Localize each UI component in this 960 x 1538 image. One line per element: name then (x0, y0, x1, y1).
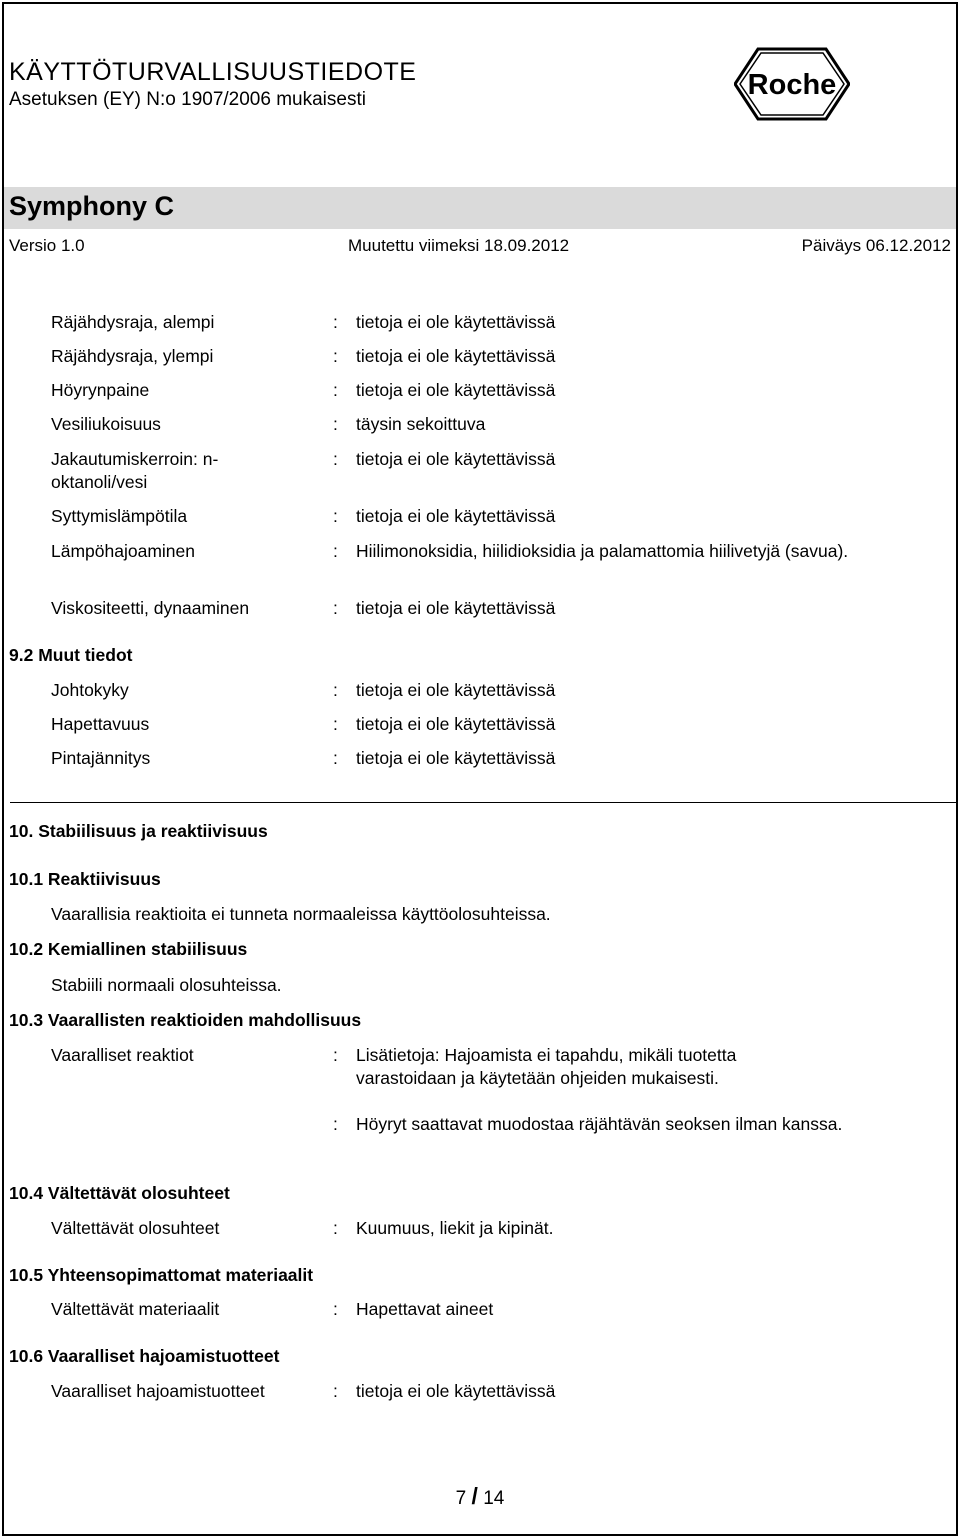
property-label: Syttymislämpötila (51, 506, 188, 526)
colon: : (333, 506, 338, 526)
property-label: Johtokyky (51, 680, 129, 700)
property-label: Vesiliukoisuus (51, 414, 161, 434)
property-value: tietoja ei ole käytettävissä (356, 312, 556, 332)
colon: : (333, 714, 338, 734)
property-value: tietoja ei ole käytettävissä (356, 748, 556, 768)
page-number (0, 1483, 960, 1510)
colon: : (333, 598, 338, 618)
property-label: Pintajännitys (51, 748, 151, 768)
property-value: tietoja ei ole käytettävissä (356, 1381, 556, 1401)
colon: : (333, 1045, 338, 1065)
document-title: KÄYTTÖTURVALLISUUSTIEDOTE (9, 58, 417, 86)
property-label: Vaaralliset reaktiot (51, 1045, 194, 1065)
section-divider (10, 802, 956, 803)
subsection-heading-10-4: 10.4 Vältettävät olosuhteet (9, 1183, 230, 1203)
colon: : (333, 1114, 338, 1134)
logo-text: Roche (747, 69, 837, 101)
property-label: Viskositeetti, dynaaminen (51, 598, 250, 618)
property-label: Vältettävät olosuhteet (51, 1218, 220, 1238)
colon: : (333, 541, 338, 561)
issue-date: Päiväys 06.12.2012 (801, 236, 951, 255)
subsection-heading-10-5: 10.5 Yhteensopimattomat materiaalit (9, 1265, 314, 1285)
property-value: tietoja ei ole käytettävissä (356, 598, 556, 618)
property-value: tietoja ei ole käytettävissä (356, 714, 556, 734)
property-value: Höyryt saattavat muodostaa räjähtävän seoksen ilman kanssa. (356, 1114, 843, 1134)
subsection-heading-10-3: 10.3 Vaarallisten reaktioiden mahdollisuus (9, 1010, 362, 1030)
colon: : (333, 346, 338, 366)
page-total: 14 (483, 1488, 505, 1509)
property-label: Jakautumiskerroin: n-oktanoli/vesi (51, 449, 219, 492)
product-name: Symphony C (9, 191, 175, 221)
roche-logo (734, 47, 850, 121)
property-label: Hapettavuus (51, 714, 150, 734)
colon: : (333, 449, 338, 469)
colon: : (333, 414, 338, 434)
property-value: tietoja ei ole käytettävissä (356, 680, 556, 700)
subsection-heading-10-6: 10.6 Vaaralliset hajoamistuotteet (9, 1346, 280, 1366)
property-value: Hapettavat aineet (356, 1299, 494, 1319)
property-label: Räjähdysraja, ylempi (51, 346, 214, 366)
property-value: Kuumuus, liekit ja kipinät. (356, 1218, 554, 1238)
property-value: tietoja ei ole käytettävissä (356, 346, 556, 366)
property-value: Hiilimonoksidia, hiilidioksidia ja palamattomia hiilivetyjä (savua). (356, 541, 849, 561)
stability-text: Stabiili normaali olosuhteissa. (51, 975, 282, 995)
property-label: Lämpöhajoaminen (51, 541, 195, 561)
subsection-heading-10-2: 10.2 Kemiallinen stabiilisuus (9, 939, 248, 959)
property-label: Vältettävät materiaalit (51, 1299, 220, 1319)
property-label: Höyrynpaine (51, 380, 150, 400)
property-value: tietoja ei ole käytettävissä (356, 380, 556, 400)
property-label: Vaaralliset hajoamistuotteet (51, 1381, 265, 1401)
property-value: täysin sekoittuva (356, 414, 486, 434)
subsection-heading-10-1: 10.1 Reaktiivisuus (9, 869, 161, 889)
colon: : (333, 380, 338, 400)
reactivity-text: Vaarallisia reaktioita ei tunneta normaaleissa käyttöolosuhteissa. (51, 904, 551, 924)
page-separator: / (471, 1483, 478, 1509)
section-heading-9-2: 9.2 Muut tiedot (9, 645, 133, 665)
property-value: tietoja ei ole käytettävissä (356, 449, 556, 469)
version-label: Versio 1.0 (9, 236, 85, 255)
colon: : (333, 1381, 338, 1401)
modified-date: Muutettu viimeksi 18.09.2012 (348, 236, 570, 255)
property-label: Räjähdysraja, alempi (51, 312, 215, 332)
property-value: tietoja ei ole käytettävissä (356, 506, 556, 526)
section-heading-10: 10. Stabiilisuus ja reaktiivisuus (9, 821, 268, 841)
page-current: 7 (455, 1488, 467, 1509)
colon: : (333, 748, 338, 768)
colon: : (333, 312, 338, 332)
document-subtitle: Asetuksen (EY) N:o 1907/2006 mukaisesti (9, 89, 366, 110)
colon: : (333, 1218, 338, 1238)
property-value: Lisätietoja: Hajoamista ei tapahdu, mikäli tuotetta varastoidaan ja käytetään ohjeiden mukaisesti. (356, 1045, 737, 1088)
colon: : (333, 680, 338, 700)
colon: : (333, 1299, 338, 1319)
